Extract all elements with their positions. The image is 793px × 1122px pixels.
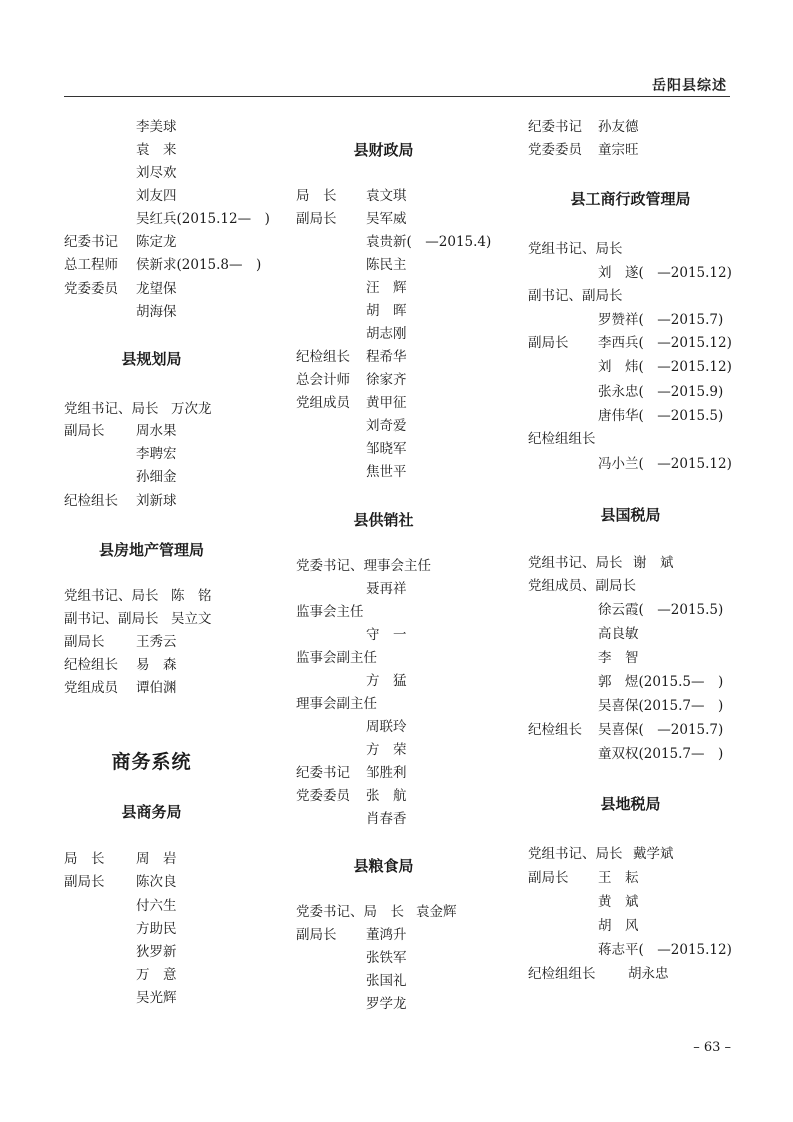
role-label: 副局长 bbox=[64, 634, 105, 650]
role-line: 党委书记、理事会主任 bbox=[296, 558, 431, 574]
column-right bbox=[528, 0, 758, 1122]
person-name: 易 森 bbox=[136, 657, 177, 673]
person-name: 陈定龙 bbox=[136, 234, 177, 250]
name-line: 童双权(2015.7— ) bbox=[598, 746, 724, 762]
person-name: 吴军威 bbox=[366, 211, 407, 227]
role-line bbox=[296, 394, 407, 412]
person-name: 袁金辉 bbox=[416, 904, 457, 920]
name-line: 蒋志平( —2015.12) bbox=[598, 942, 732, 958]
role-label: 副局长 bbox=[64, 874, 105, 890]
name-line: 胡 风 bbox=[598, 918, 639, 934]
column-middle bbox=[296, 0, 526, 1122]
role-line: 监事会副主任 bbox=[296, 650, 377, 666]
name-line: 唐伟华( —2015.5) bbox=[598, 408, 724, 424]
person-name: 万次龙 bbox=[171, 401, 212, 417]
person-name: 胡永忠 bbox=[628, 966, 669, 982]
name-line: 郭 煜(2015.5— ) bbox=[598, 674, 724, 690]
role-line bbox=[64, 422, 177, 440]
name-line: 胡 晖 bbox=[366, 303, 407, 319]
role-line bbox=[528, 554, 674, 572]
section-heading-guoshui: 县国税局 bbox=[600, 506, 661, 524]
role-line bbox=[64, 656, 177, 674]
name-line: 焦世平 bbox=[366, 464, 407, 480]
role-label: 党组书记、局长 bbox=[528, 846, 623, 862]
person-name: 王秀云 bbox=[136, 634, 177, 650]
role-label: 副局长 bbox=[528, 335, 569, 351]
section-heading-gongshang: 县工商行政管理局 bbox=[570, 190, 691, 208]
role-line bbox=[528, 965, 669, 983]
column-left bbox=[64, 0, 294, 1122]
name-line: 狄罗新 bbox=[136, 944, 177, 960]
person-name: 周水果 bbox=[136, 423, 177, 439]
role-label: 党组书记、局长 bbox=[64, 401, 159, 417]
name-line: 周联玲 bbox=[366, 719, 407, 735]
role-label: 党委书记、局 长 bbox=[296, 904, 404, 920]
role-label: 纪委书记 bbox=[296, 765, 350, 781]
name-line: 吴光辉 bbox=[136, 990, 177, 1006]
role-line: 监事会主任 bbox=[296, 604, 364, 620]
section-heading-fangdichan: 县房地产管理局 bbox=[98, 541, 204, 559]
name-line: 高良敏 bbox=[598, 626, 639, 642]
section-heading-guihua: 县规划局 bbox=[121, 350, 182, 368]
name-line: 刘奇爱 bbox=[366, 418, 407, 434]
name-line: 袁 来 bbox=[136, 142, 177, 158]
section-heading-caizheng: 县财政局 bbox=[353, 141, 414, 159]
role-label: 纪委书记 bbox=[64, 234, 118, 250]
role-line bbox=[528, 869, 639, 887]
name-line: 袁贵新( —2015.4) bbox=[366, 234, 492, 250]
person-name: 陈次良 bbox=[136, 874, 177, 890]
role-label: 纪检组长 bbox=[64, 657, 118, 673]
role-label: 副局长 bbox=[296, 927, 337, 943]
name-line: 方助民 bbox=[136, 921, 177, 937]
section-heading-shangwu: 县商务局 bbox=[121, 803, 182, 821]
role-line bbox=[296, 764, 407, 782]
role-line bbox=[64, 679, 177, 697]
role-label: 党组书记、局长 bbox=[64, 588, 159, 604]
role-label: 党组成员 bbox=[296, 395, 350, 411]
role-line bbox=[296, 787, 407, 805]
role-line bbox=[296, 371, 407, 389]
role-label: 副局长 bbox=[64, 423, 105, 439]
person-name: 黄甲征 bbox=[366, 395, 407, 411]
role-label: 副书记、副局长 bbox=[64, 611, 159, 627]
section-heading-dishui: 县地税局 bbox=[600, 795, 661, 813]
role-label: 局 长 bbox=[296, 188, 337, 204]
name-line: 陈民主 bbox=[366, 257, 407, 273]
person-name: 张 航 bbox=[366, 788, 407, 804]
role-label: 纪检组长 bbox=[64, 493, 118, 509]
role-line bbox=[528, 118, 639, 136]
name-line: 黄 斌 bbox=[598, 894, 639, 910]
name-line: 罗赞祥( —2015.7) bbox=[598, 312, 724, 328]
name-line: 刘友四 bbox=[136, 188, 177, 204]
name-line: 李 智 bbox=[598, 650, 639, 666]
name-line: 万 意 bbox=[136, 967, 177, 983]
name-line: 刘 炜( —2015.12) bbox=[598, 359, 732, 375]
name-line: 徐云霞( —2015.5) bbox=[598, 602, 724, 618]
name-line: 孙细金 bbox=[136, 469, 177, 485]
role-line: 理事会副主任 bbox=[296, 696, 377, 712]
page-number: – 63 – bbox=[693, 1040, 731, 1055]
role-label: 党组成员 bbox=[64, 680, 118, 696]
person-name: 袁文琪 bbox=[366, 188, 407, 204]
role-label: 副局长 bbox=[528, 870, 569, 886]
role-line bbox=[528, 721, 723, 739]
person-name: 程希华 bbox=[366, 349, 407, 365]
role-line bbox=[64, 587, 212, 605]
role-label: 总工程师 bbox=[64, 257, 118, 273]
name-line: 肖春香 bbox=[366, 811, 407, 827]
role-label: 纪检组长 bbox=[528, 722, 582, 738]
person-name: 吴立文 bbox=[171, 611, 212, 627]
person-name: 侯新求(2015.8— ) bbox=[136, 257, 262, 273]
name-line: 吴喜保(2015.7— ) bbox=[598, 698, 724, 714]
name-line: 守 一 bbox=[366, 627, 407, 643]
role-line: 党组成员、副局长 bbox=[528, 578, 636, 594]
person-name: 童宗旺 bbox=[598, 142, 639, 158]
name-line: 冯小兰( —2015.12) bbox=[598, 456, 732, 472]
role-line bbox=[296, 903, 457, 921]
person-name: 谢 斌 bbox=[633, 555, 674, 571]
name-line: 聂再祥 bbox=[366, 581, 407, 597]
person-name: 陈 铭 bbox=[171, 588, 212, 604]
name-line: 刘尽欢 bbox=[136, 165, 177, 181]
role-label: 纪委书记 bbox=[528, 119, 582, 135]
role-line bbox=[64, 256, 261, 274]
role-line bbox=[64, 492, 177, 510]
role-line bbox=[64, 400, 212, 418]
section-heading-gongxiao: 县供销社 bbox=[353, 511, 414, 529]
name-line: 汪 辉 bbox=[366, 280, 407, 296]
role-line bbox=[296, 348, 407, 366]
role-line: 纪检组组长 bbox=[528, 431, 596, 447]
role-line bbox=[64, 633, 177, 651]
role-label: 总会计师 bbox=[296, 372, 350, 388]
name-line: 张永忠( —2015.9) bbox=[598, 384, 724, 400]
name-line: 方 荣 bbox=[366, 742, 407, 758]
name-line: 张铁军 bbox=[366, 950, 407, 966]
person-name: 邹胜利 bbox=[366, 765, 407, 781]
name-line: 方 猛 bbox=[366, 673, 407, 689]
role-line bbox=[528, 141, 639, 159]
name-line: 吴红兵(2015.12— ) bbox=[136, 211, 270, 227]
role-line bbox=[64, 233, 177, 251]
person-name: 董鸿升 bbox=[366, 927, 407, 943]
system-heading-shangwu: 商务系统 bbox=[111, 751, 192, 773]
person-name: 谭伯渊 bbox=[136, 680, 177, 696]
role-label: 党组书记、局长 bbox=[528, 555, 623, 571]
name-line: 胡志刚 bbox=[366, 326, 407, 342]
person-name: 戴学斌 bbox=[633, 846, 674, 862]
role-line bbox=[64, 873, 177, 891]
person-name: 龙望保 bbox=[136, 281, 177, 297]
role-line bbox=[64, 610, 212, 628]
role-line: 党组书记、局长 bbox=[528, 241, 623, 257]
person-name: 孙友德 bbox=[598, 119, 639, 135]
role-line bbox=[296, 187, 407, 205]
role-label: 党委委员 bbox=[528, 142, 582, 158]
role-line bbox=[296, 926, 407, 944]
section-heading-liangshi: 县粮食局 bbox=[353, 857, 414, 875]
role-label: 党委委员 bbox=[64, 281, 118, 297]
name-line: 罗学龙 bbox=[366, 996, 407, 1012]
name-line: 李聘宏 bbox=[136, 446, 177, 462]
role-label: 纪检组长 bbox=[296, 349, 350, 365]
person-name: 徐家齐 bbox=[366, 372, 407, 388]
role-label: 副局长 bbox=[296, 211, 337, 227]
role-line bbox=[64, 280, 177, 298]
role-line bbox=[528, 334, 732, 352]
person-name: 李西兵( —2015.12) bbox=[598, 335, 732, 351]
role-label: 纪检组组长 bbox=[528, 966, 596, 982]
name-line: 付六生 bbox=[136, 898, 177, 914]
role-line bbox=[64, 850, 177, 868]
name-line: 邹晓军 bbox=[366, 441, 407, 457]
role-label: 党委委员 bbox=[296, 788, 350, 804]
name-line: 胡海保 bbox=[136, 304, 177, 320]
person-name: 周 岩 bbox=[136, 851, 177, 867]
name-line: 李美球 bbox=[136, 119, 177, 135]
person-name: 吴喜保( —2015.7) bbox=[598, 722, 724, 738]
person-name: 刘新球 bbox=[136, 493, 177, 509]
role-line bbox=[528, 845, 674, 863]
person-name: 王 耘 bbox=[598, 870, 639, 886]
role-line: 副书记、副局长 bbox=[528, 288, 623, 304]
role-label: 局 长 bbox=[64, 851, 105, 867]
name-line: 刘 遂( —2015.12) bbox=[598, 265, 732, 281]
role-line bbox=[296, 210, 407, 228]
running-header-title: 岳阳县综述 bbox=[652, 78, 727, 94]
name-line: 张国礼 bbox=[366, 973, 407, 989]
